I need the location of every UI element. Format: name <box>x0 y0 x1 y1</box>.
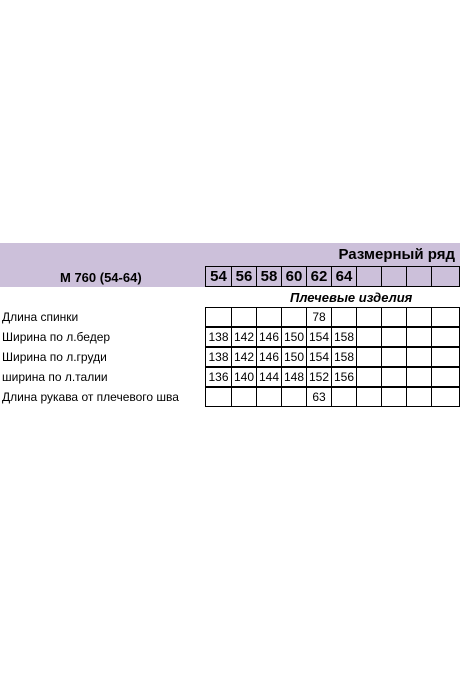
value-cell: 138 <box>205 327 232 347</box>
value-cell: 150 <box>281 327 307 347</box>
value-cell: 142 <box>231 327 257 347</box>
empty-cell <box>356 307 382 327</box>
value-cell <box>205 307 232 327</box>
value-cell: 156 <box>331 367 357 387</box>
empty-cell <box>431 387 460 407</box>
empty-cell <box>381 347 407 367</box>
size-header-58: 58 <box>256 266 282 287</box>
empty-cell <box>356 367 382 387</box>
table-row <box>0 307 460 327</box>
empty-cell <box>406 347 432 367</box>
empty-header-cell <box>356 266 382 287</box>
value-cell: 158 <box>331 327 357 347</box>
value-cell: 144 <box>256 367 282 387</box>
value-cell <box>331 387 357 407</box>
model-label: М 760 (54-64) <box>60 270 142 285</box>
value-cell <box>256 307 282 327</box>
empty-cell <box>356 327 382 347</box>
empty-cell <box>431 367 460 387</box>
size-header-54: 54 <box>205 266 232 287</box>
empty-cell <box>381 307 407 327</box>
empty-cell <box>431 327 460 347</box>
row-label: Длина рукава от плечевого шва <box>2 390 179 404</box>
value-cell: 148 <box>281 367 307 387</box>
value-cell: 146 <box>256 347 282 367</box>
value-cell: 63 <box>306 387 332 407</box>
empty-cell <box>431 347 460 367</box>
empty-header-cell <box>431 266 460 287</box>
row-label: Длина спинки <box>2 310 79 324</box>
empty-cell <box>406 327 432 347</box>
value-cell <box>331 307 357 327</box>
empty-cell <box>406 307 432 327</box>
row-label: Ширина по л.бедер <box>2 330 111 344</box>
value-cell <box>205 387 232 407</box>
value-cell: 154 <box>306 347 332 367</box>
empty-cell <box>381 387 407 407</box>
size-header-56: 56 <box>231 266 257 287</box>
value-cell <box>256 387 282 407</box>
empty-cell <box>381 327 407 347</box>
value-cell <box>281 387 307 407</box>
value-cell: 146 <box>256 327 282 347</box>
table-row <box>0 367 460 387</box>
value-cell: 150 <box>281 347 307 367</box>
empty-cell <box>356 387 382 407</box>
size-header-64: 64 <box>331 266 357 287</box>
section-title: Плечевые изделия <box>290 290 413 305</box>
row-label: Ширина по л.груди <box>2 350 107 364</box>
empty-cell <box>406 367 432 387</box>
value-cell: 136 <box>205 367 232 387</box>
row-label: ширина по л.талии <box>2 370 108 384</box>
value-cell: 78 <box>306 307 332 327</box>
value-cell <box>281 307 307 327</box>
table-row <box>0 387 460 407</box>
value-cell: 154 <box>306 327 332 347</box>
size-range-title: Размерный ряд <box>338 246 455 263</box>
empty-cell <box>381 367 407 387</box>
empty-header-cell <box>381 266 407 287</box>
value-cell: 158 <box>331 347 357 367</box>
empty-cell <box>406 387 432 407</box>
value-cell: 138 <box>205 347 232 367</box>
value-cell: 140 <box>231 367 257 387</box>
value-cell <box>231 307 257 327</box>
empty-cell <box>356 347 382 367</box>
size-header-60: 60 <box>281 266 307 287</box>
value-cell: 152 <box>306 367 332 387</box>
value-cell <box>231 387 257 407</box>
value-cell: 142 <box>231 347 257 367</box>
size-header-62: 62 <box>306 266 332 287</box>
table-row <box>0 327 460 347</box>
table-row <box>0 347 460 367</box>
empty-cell <box>431 307 460 327</box>
empty-header-cell <box>406 266 432 287</box>
